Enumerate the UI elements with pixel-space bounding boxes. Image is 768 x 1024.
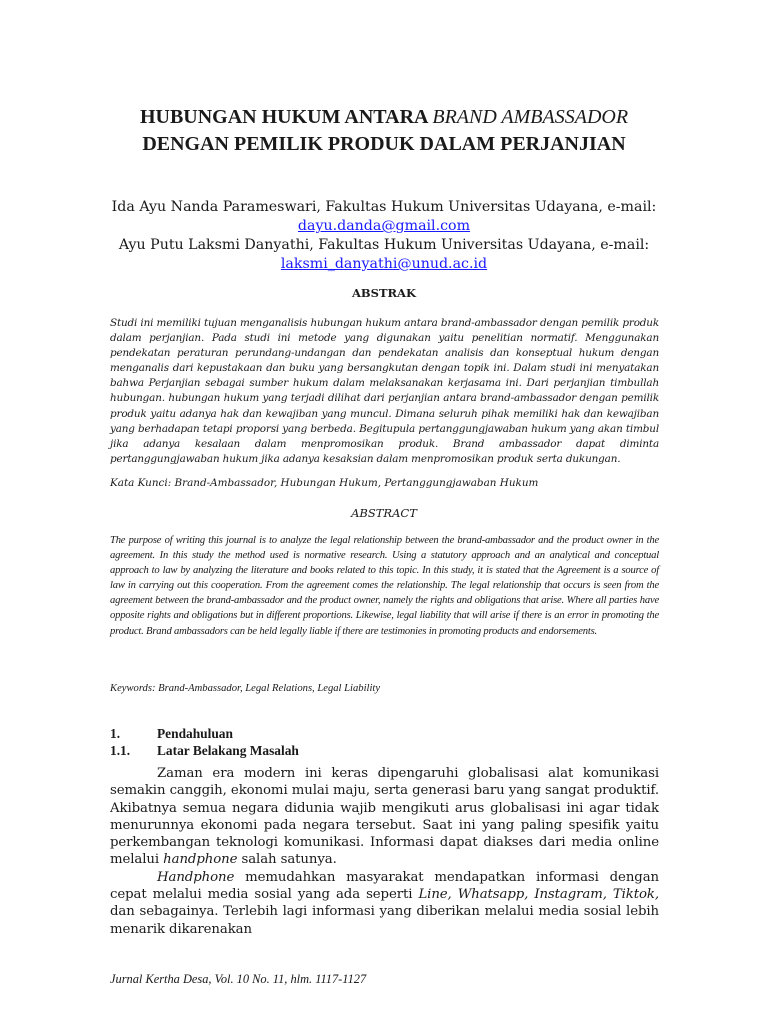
section-1-label: Pendahuluan <box>157 726 233 741</box>
abstract-heading: ABSTRACT <box>351 506 417 520</box>
p1-italic: handphone <box>163 852 238 868</box>
body-text <box>110 765 659 938</box>
p2-text-b: dan sebagainya. Terlebih lagi informasi yang diberikan melalui media sosial lebih menarik dikarenakan <box>110 904 659 937</box>
title-part-3: DENGAN PEMILIK PRODUK DALAM PERJANJIAN <box>142 133 626 155</box>
abstract-text: The purpose of writing this journal is to analyze the legal relationship between the brand-ambassador and the product owner in the agreement. In this study the method used is normative research. Using a statutory approach and an analytical and conceptual approach to law by analyzing the literature and books related to this topic. In this study, it is stated that the Agreement is a source of law in carrying out this cooperation. From the agreement comes the relationship. The legal relationship that occurs is seen from the agreement between the brand-ambassador and the product owner, namely the rights and obligations that arise. Where all parties have opposite rights and obligations but in different proportions. Likewise, legal liability that will arise if there is an error in promoting the product. Brand ambassadors can be held legally liable if there are testimonies in promoting products and endorsements. <box>110 535 659 637</box>
abstract-keywords: Keywords: Brand-Ambassador, Legal Relations, Legal Liability <box>110 683 381 694</box>
title-italic-part: BRAND AMBASSADOR <box>432 106 629 128</box>
p2-italic-apps: Line, Whatsapp, Instagram, Tiktok, <box>418 887 659 903</box>
author-1 <box>90 198 678 236</box>
section-1-1-number: 1.1. <box>110 743 131 758</box>
author-block <box>90 198 678 274</box>
section-1-1-label: Latar Belakang Masalah <box>157 743 299 758</box>
body-paragraph-1 <box>110 765 659 869</box>
abstrak-text: Studi ini memiliki tujuan menganalisis hubungan hukum antara brand-ambassador dengan pemilik produk dalam perjanjian. Pada studi ini metode yang digunakan yaitu penelitian normatif. Menggunakan pendekatan peraturan perundang-undangan dan pendekatan analisis dan konseptual hukum dengan menganalis dari kepustakaan dan buku yang bersangkutan dengan topik ini. Dalam studi ini menyatakan bahwa Perjanjian sebagai sumber hukum dalam melaksanakan kerjasama ini. Dari perjanjian timbullah hubungan. hubungan hukum yang terjadi dilihat dari perjanjian antara brand-ambassador dengan pemilik produk yaitu adanya hak dan kewajiban yang muncul. Dimana seluruh pihak memiliki hak dan kewajiban yang berhadapan tetapi proporsi yang berbeda. Begitupula pertanggungjawaban hukum yang akan timbul jika adanya kesalaan dalam menpromosikan produk. Brand ambassador dapat diminta pertanggungjawaban hukum jika adanya kesaksian dalam menpromosikan produk serta dukungan. <box>110 317 659 465</box>
author-2 <box>90 236 678 274</box>
author-1-affiliation: Ida Ayu Nanda Parameswari, Fakultas Hukum Universitas Udayana, e-mail: <box>111 199 657 215</box>
author-2-affiliation: Ayu Putu Laksmi Danyathi, Fakultas Hukum Universitas Udayana, e-mail: <box>118 237 650 253</box>
author-1-email-link[interactable]: dayu.danda@gmail.com <box>297 218 471 234</box>
p2-italic-lead: Handphone <box>157 869 235 885</box>
section-1-number: 1. <box>110 726 121 741</box>
body-paragraph-2 <box>110 869 659 938</box>
p2-text-a: memudahkan masyarakat mendapatkan informasi dengan cepat melalui media sosial yang ada seperti <box>110 869 659 903</box>
p1-text-a: Zaman era modern ini keras dipengaruhi globalisasi alat komunikasi semakin canggih, ekonomi mulai maju, serta generasi baru yang sangat produktif. Akibatnya semua negara didunia wajib mengikuti arus globalisasi ini agar tidak menurunnya ekonomi pada negara tersebut. Saat ini yang paling spesifik yaitu perkembangan teknologi komunikasi. Informasi dapat diakses dari media online melalui <box>110 766 659 868</box>
abstrak-keywords: Kata Kunci: Brand-Ambassador, Hubungan Hukum, Pertanggungjawaban Hukum <box>110 477 539 489</box>
title-part-1: HUBUNGAN HUKUM ANTARA <box>139 106 428 128</box>
author-2-email-link[interactable]: laksmi_danyathi@unud.ac.id <box>280 256 488 272</box>
p1-text-b: salah satunya. <box>241 852 337 868</box>
abstrak-heading: ABSTRAK <box>352 286 416 300</box>
journal-footer: Jurnal Kertha Desa, Vol. 10 No. 11, hlm. 1117-1127 <box>110 972 367 986</box>
paper-title <box>100 104 668 158</box>
